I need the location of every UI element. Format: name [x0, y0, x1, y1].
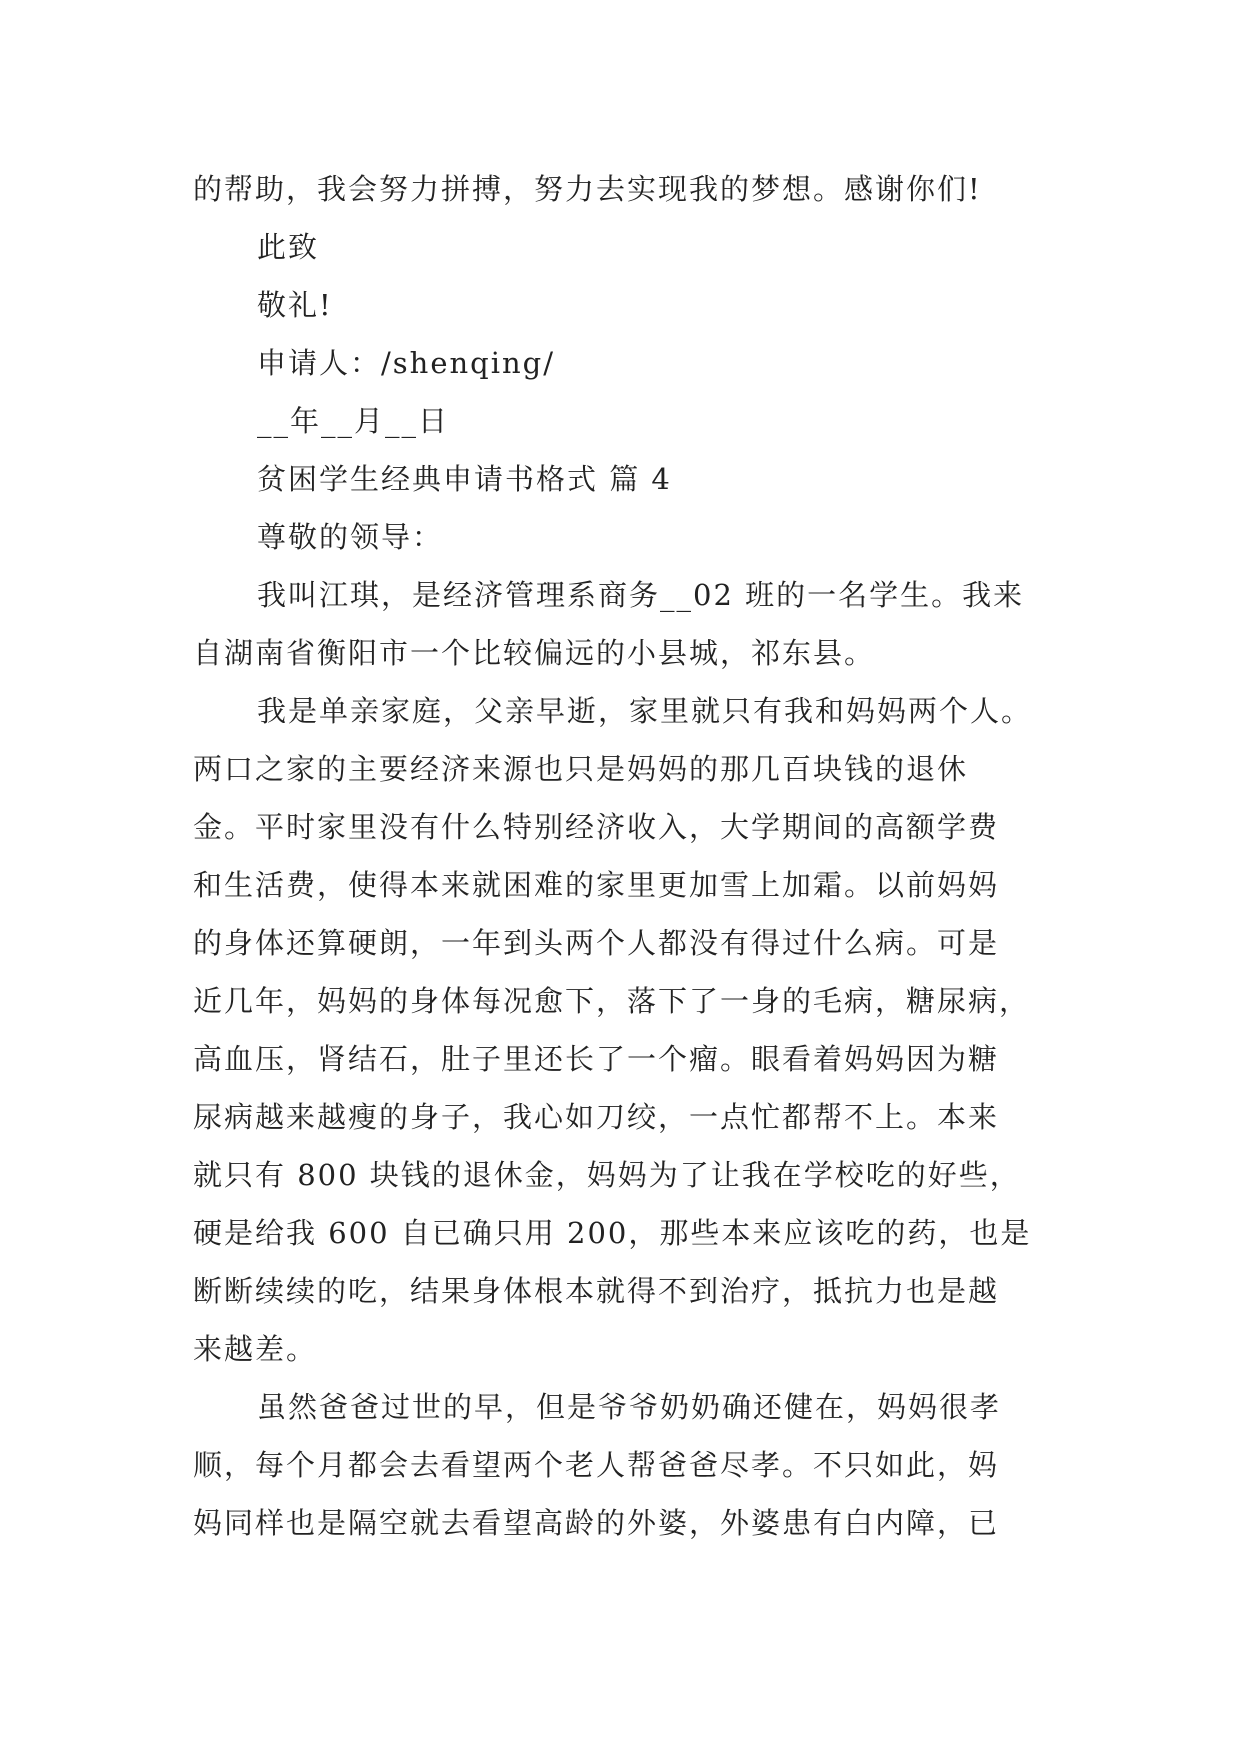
- paragraph-line: 尿病越来越瘦的身子，我心如刀绞，一点忙都帮不上。本来: [193, 1100, 1000, 1134]
- paragraph-line: 的身体还算硬朗，一年到头两个人都没有得过什么病。可是: [193, 926, 1000, 960]
- date-line: __年__月__日: [257, 404, 450, 438]
- paragraph-line: 高血压，肾结石，肚子里还长了一个瘤。眼看着妈妈因为糖: [193, 1042, 1000, 1076]
- paragraph-line: 虽然爸爸过世的早，但是爷爷奶奶确还健在，妈妈很孝: [257, 1390, 1002, 1424]
- greeting-line: 尊敬的领导：: [257, 520, 444, 554]
- paragraph-line: 断断续续的吃，结果身体根本就得不到治疗，抵抗力也是越: [193, 1274, 1000, 1308]
- paragraph-line: 顺，每个月都会去看望两个老人帮爸爸尽孝。不只如此，妈: [193, 1448, 1000, 1482]
- paragraph-line: 两口之家的主要经济来源也只是妈妈的那几百块钱的退休: [193, 752, 969, 786]
- section-title: 贫困学生经典申请书格式 篇 4: [257, 462, 672, 496]
- closing-regards: 敬礼!: [257, 288, 333, 322]
- paragraph-line: 硬是给我 600 自已确只用 200，那些本来应该吃的药，也是: [193, 1216, 1032, 1250]
- paragraph-line: 我叫江琪，是经济管理系商务__02 班的一名学生。我来: [257, 578, 1025, 612]
- paragraph-line: 我是单亲家庭，父亲早逝，家里就只有我和妈妈两个人。: [257, 694, 1033, 728]
- paragraph-line: 来越差。: [193, 1332, 318, 1366]
- paragraph-line: 近几年，妈妈的身体每况愈下，落下了一身的毛病，糖尿病，: [193, 984, 1031, 1018]
- paragraph-line: 和生活费，使得本来就困难的家里更加雪上加霜。以前妈妈: [193, 868, 1000, 902]
- paragraph-line: 妈同样也是隔空就去看望高龄的外婆，外婆患有白内障，已: [193, 1506, 1000, 1540]
- paragraph-line: 就只有 800 块钱的退休金，妈妈为了让我在学校吃的好些，: [193, 1158, 1021, 1192]
- document-page: [193, 160, 1063, 1552]
- text-line: 的帮助，我会努力拼搏，努力去实现我的梦想。感谢你们!: [193, 172, 982, 206]
- closing-salutation: 此致: [257, 230, 320, 264]
- paragraph-line: 金。平时家里没有什么特别经济收入，大学期间的高额学费: [193, 810, 1000, 844]
- applicant-line: 申请人：/shenqing/: [257, 346, 556, 380]
- paragraph-line: 自湖南省衡阳市一个比较偏远的小县城，祁东县。: [193, 636, 876, 670]
